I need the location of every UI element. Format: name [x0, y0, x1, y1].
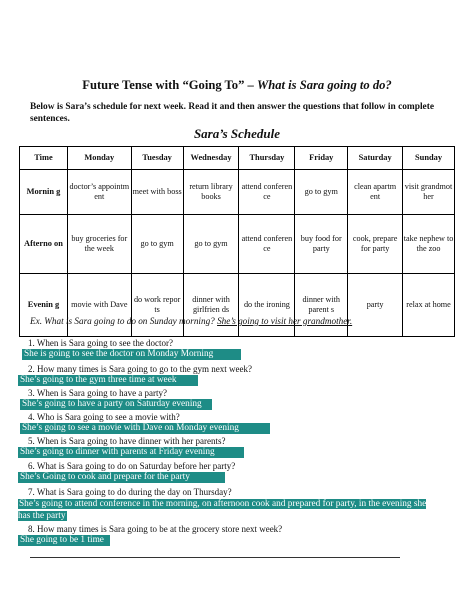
instructions: Below is Sara’s schedule for next week. Read it and then answer the questions that follow in complete sentences. — [30, 102, 434, 124]
question-8: 8. How many times is Sara going to be at the grocery store next week? — [28, 524, 283, 534]
header-time: Time — [20, 147, 68, 170]
table-cell: dinner with girlfrien ds — [183, 274, 239, 337]
schedule-row-morning — [20, 170, 455, 215]
schedule-row-afternoon — [20, 215, 455, 274]
schedule-header-row — [20, 147, 455, 170]
answer-1[interactable]: She is going to see the doctor on Monday Morning — [22, 349, 241, 360]
row-label-afternoon: Afterno on — [20, 215, 68, 274]
table-cell: take nephew to the zoo — [403, 215, 455, 274]
answer-8[interactable]: She going to be 1 time — [18, 535, 110, 546]
schedule-title: Sara’s Schedule — [193, 126, 281, 141]
example-answer: She’s going to visit her grandmother. — [217, 316, 353, 326]
answer-7-text: She’s going to attend conference in the morning, on afternoon cook and prepared for party, in the evening she has the party — [18, 499, 427, 521]
table-cell: party — [348, 274, 403, 337]
example-line — [30, 316, 352, 326]
table-cell: clean apartm ent — [348, 170, 403, 215]
table-cell: buy groceries for the week — [67, 215, 131, 274]
table-cell: go to gym — [183, 215, 239, 274]
question-3: 3. When is Sara going to have a party? — [28, 388, 168, 398]
page-title — [0, 78, 474, 93]
table-cell: return library books — [183, 170, 239, 215]
answer-3[interactable]: She’s going to have a party on Saturday evening — [20, 399, 212, 410]
header-saturday: Saturday — [348, 147, 403, 170]
header-sunday: Sunday — [403, 147, 455, 170]
table-cell: meet with boss — [131, 170, 183, 215]
table-cell: dinner with parent s — [295, 274, 348, 337]
table-cell: relax at home — [403, 274, 455, 337]
header-friday: Friday — [295, 147, 348, 170]
answer-6[interactable]: She’s Going to cook and prepare for the party — [18, 472, 225, 483]
answer-2[interactable]: She’s going to the gym three time at week — [18, 375, 198, 386]
title-plain: Future Tense with “Going To” – — [82, 78, 254, 92]
table-cell: go to gym — [131, 215, 183, 274]
table-cell: attend conferen ce — [239, 215, 295, 274]
question-6: 6. What is Sara going to do on Saturday before her party? — [28, 461, 236, 471]
table-cell: visit grandmot her — [403, 170, 455, 215]
table-cell: buy food for party — [295, 215, 348, 274]
table-cell: movie with Dave — [67, 274, 131, 337]
answer-5[interactable]: She’s going to dinner with parents at Friday evening — [18, 447, 244, 458]
example-question: Ex. What is Sara going to do on Sunday morning? — [30, 316, 215, 326]
answer-7[interactable] — [18, 498, 440, 522]
schedule-row-evening — [20, 274, 455, 337]
header-monday: Monday — [67, 147, 131, 170]
answer-8-rule — [30, 557, 400, 558]
table-cell: do the ironing — [239, 274, 295, 337]
table-cell: do work repor ts — [131, 274, 183, 337]
schedule-table — [19, 146, 455, 337]
table-cell: attend conferen ce — [239, 170, 295, 215]
table-cell: go to gym — [295, 170, 348, 215]
title-italic: What is Sara going to do? — [257, 78, 392, 92]
header-wednesday: Wednesday — [183, 147, 239, 170]
header-thursday: Thursday — [239, 147, 295, 170]
question-1: 1. When is Sara going to see the doctor? — [28, 338, 174, 348]
question-7: 7. What is Sara going to do during the day on Thursday? — [28, 487, 232, 497]
table-cell: doctor’s appointm ent — [67, 170, 131, 215]
row-label-evening: Evenin g — [20, 274, 68, 337]
question-5: 5. When is Sara going to have dinner with her parents? — [28, 436, 226, 446]
question-2: 2. How many times is Sara going to go to the gym next week? — [28, 364, 252, 374]
question-4: 4. Who is Sara going to see a movie with? — [28, 412, 180, 422]
answer-4[interactable]: She’s going to see a movie with Dave on Monday evening — [20, 423, 270, 434]
header-tuesday: Tuesday — [131, 147, 183, 170]
table-cell: cook, prepare for party — [348, 215, 403, 274]
row-label-morning: Mornin g — [20, 170, 68, 215]
